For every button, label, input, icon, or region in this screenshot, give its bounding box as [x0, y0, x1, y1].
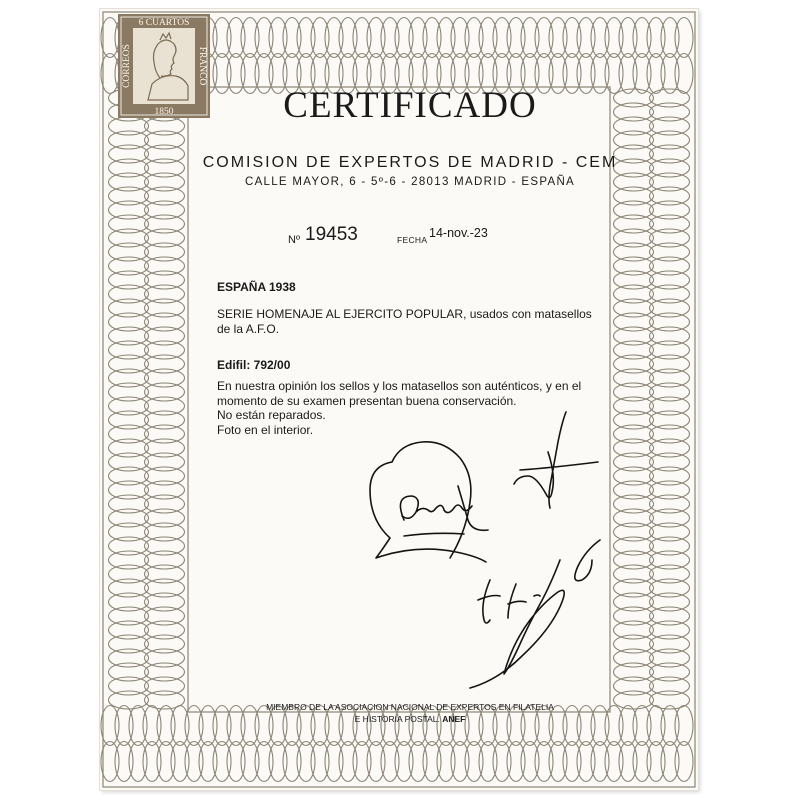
border-ornament [619, 742, 637, 782]
border-ornament [619, 706, 637, 746]
border-ornament [145, 131, 185, 149]
border-ornament [437, 742, 455, 782]
border-ornament [650, 355, 690, 373]
border-ornament [521, 18, 539, 58]
border-ornament [650, 649, 690, 667]
border-ornament [577, 742, 595, 782]
stamp-image [118, 14, 210, 118]
border-ornament [650, 593, 690, 611]
border-ornament [109, 187, 149, 205]
border-ornament [145, 187, 185, 205]
border-ornament [650, 159, 690, 177]
border-ornament [367, 742, 385, 782]
border-ornament [145, 159, 185, 177]
border-ornament [614, 509, 654, 527]
border-ornament [109, 355, 149, 373]
footer-line-2 [220, 713, 600, 725]
border-ornament [650, 327, 690, 345]
border-ornament [143, 742, 161, 782]
border-ornament [145, 663, 185, 681]
opinion-line: momento de su examen presentan buena conservación. [217, 393, 517, 408]
border-ornament [109, 607, 149, 625]
border-ornament [614, 285, 654, 303]
border-ornament [109, 621, 149, 639]
border-ornament [614, 89, 654, 107]
border-ornament [650, 229, 690, 247]
border-ornament [109, 425, 149, 443]
border-ornament [145, 537, 185, 555]
border-ornament [650, 495, 690, 513]
certificate-number: 19453 [305, 224, 358, 245]
border-ornament [563, 742, 581, 782]
border-ornament [650, 243, 690, 261]
border-ornament [614, 691, 654, 709]
border-ornament [650, 369, 690, 387]
border-ornament [650, 635, 690, 653]
border-ornament [109, 635, 149, 653]
border-ornament [507, 742, 525, 782]
border-ornament [129, 742, 147, 782]
border-ornament [661, 706, 679, 746]
border-ornament [451, 742, 469, 782]
border-ornament [647, 742, 665, 782]
border-ornament [353, 18, 371, 58]
border-ornament [145, 411, 185, 429]
border-ornament [143, 706, 161, 746]
border-ornament [493, 742, 511, 782]
border-ornament [145, 593, 185, 611]
border-ornament [145, 677, 185, 695]
border-ornament [145, 425, 185, 443]
border-ornament [145, 649, 185, 667]
border-ornament [614, 369, 654, 387]
border-ornament [650, 523, 690, 541]
border-ornament [109, 523, 149, 541]
border-ornament [109, 481, 149, 499]
border-ornament [145, 481, 185, 499]
border-ornament [614, 537, 654, 555]
border-ornament [115, 706, 133, 746]
border-ornament [145, 229, 185, 247]
border-ornament [145, 551, 185, 569]
border-ornament [614, 411, 654, 429]
border-ornament [650, 663, 690, 681]
border-ornament [614, 635, 654, 653]
border-ornament [437, 18, 455, 58]
footer-line-1: MIEMBRO DE LA ASOCIACION NACIONAL DE EXPERTOS EN FILATELIA [266, 702, 554, 712]
border-ornament [650, 397, 690, 415]
border-ornament [605, 18, 623, 58]
border-ornament [614, 383, 654, 401]
border-ornament [650, 481, 690, 499]
certificate-date: 14-nov.-23 [429, 226, 488, 240]
border-ornament [255, 18, 273, 58]
border-ornament [650, 677, 690, 695]
border-ornament [661, 18, 679, 58]
committee-name: COMISION DE EXPERTOS DE MADRID - CEM [202, 154, 618, 171]
border-ornament [605, 742, 623, 782]
border-ornament [650, 173, 690, 191]
border-ornament [381, 742, 399, 782]
border-ornament [650, 691, 690, 709]
border-ornament [109, 285, 149, 303]
border-ornament [109, 649, 149, 667]
border-ornament [591, 18, 609, 58]
border-ornament [129, 706, 147, 746]
border-ornament [650, 467, 690, 485]
border-ornament [381, 18, 399, 58]
border-ornament [241, 742, 259, 782]
border-ornament [101, 18, 119, 58]
border-ornament [109, 537, 149, 555]
border-ornament [213, 742, 231, 782]
border-ornament [109, 383, 149, 401]
footer-line-2-text: E HISTORIA POSTAL. [354, 714, 443, 724]
border-ornament [650, 131, 690, 149]
border-ornament [145, 299, 185, 317]
border-ornament [269, 742, 287, 782]
border-ornament [145, 495, 185, 513]
border-ornament [145, 285, 185, 303]
date-label: FECHA [397, 235, 428, 245]
border-ornament [614, 579, 654, 597]
border-ornament [614, 649, 654, 667]
border-ornament [614, 327, 654, 345]
border-ornament [145, 383, 185, 401]
border-ornament [614, 271, 654, 289]
border-ornament [213, 18, 231, 58]
border-ornament [109, 173, 149, 191]
border-ornament [549, 742, 567, 782]
border-ornament [650, 439, 690, 457]
border-ornament [109, 453, 149, 471]
border-ornament [619, 54, 637, 94]
border-ornament [145, 509, 185, 527]
border-ornament [145, 313, 185, 331]
border-ornament [241, 18, 259, 58]
border-ornament [109, 327, 149, 345]
border-ornament [283, 742, 301, 782]
border-ornament [109, 229, 149, 247]
stamp-left-text: CORREOS [122, 44, 132, 88]
border-ornament [109, 397, 149, 415]
stamp-bottom-text: 1850 [154, 107, 174, 117]
border-ornament [283, 18, 301, 58]
border-ornament [614, 243, 654, 261]
border-ornament [633, 18, 651, 58]
border-ornament [395, 18, 413, 58]
border-ornament [109, 677, 149, 695]
series-description: SERIE HOMENAJE AL EJERCITO POPULAR, usados con matasellos de la A.F.O. [217, 307, 592, 336]
border-ornament [650, 271, 690, 289]
border-ornament [650, 509, 690, 527]
border-ornament [109, 439, 149, 457]
border-ornament [633, 742, 651, 782]
border-ornament [109, 271, 149, 289]
border-ornament [650, 425, 690, 443]
border-ornament [339, 18, 357, 58]
edifil-catalog: Edifil: 792/00 [217, 358, 291, 372]
border-ornament [650, 257, 690, 275]
border-ornament [650, 565, 690, 583]
border-ornament [145, 439, 185, 457]
border-ornament [145, 271, 185, 289]
border-ornament [614, 607, 654, 625]
border-ornament [614, 215, 654, 233]
border-ornament [650, 103, 690, 121]
border-ornament [650, 607, 690, 625]
border-ornament [269, 18, 287, 58]
border-ornament [614, 117, 654, 135]
border-ornament [109, 579, 149, 597]
border-ornament [647, 54, 665, 94]
border-ornament [109, 551, 149, 569]
border-ornament [650, 117, 690, 135]
border-ornament [367, 18, 385, 58]
border-ornament [591, 742, 609, 782]
border-ornament [614, 593, 654, 611]
border-ornament [145, 201, 185, 219]
border-ornament [633, 706, 651, 746]
border-ornament [675, 18, 693, 58]
border-ornament [614, 229, 654, 247]
border-ornament [145, 145, 185, 163]
border-ornament [109, 215, 149, 233]
border-ornament [563, 18, 581, 58]
border-ornament [614, 257, 654, 275]
border-ornament [650, 537, 690, 555]
border-ornament [650, 145, 690, 163]
border-ornament [614, 341, 654, 359]
border-ornament [650, 579, 690, 597]
border-ornament [650, 453, 690, 471]
border-ornament [479, 18, 497, 58]
border-ornament [507, 18, 525, 58]
border-ornament [109, 691, 149, 709]
border-ornament [145, 607, 185, 625]
border-ornament [614, 397, 654, 415]
border-ornament [109, 565, 149, 583]
stamp-right-text: FRANCO [197, 46, 207, 86]
border-ornament [171, 706, 189, 746]
border-ornament [614, 565, 654, 583]
border-ornament [633, 54, 651, 94]
border-ornament [109, 369, 149, 387]
border-ornament [614, 621, 654, 639]
border-ornament [650, 551, 690, 569]
border-ornament [109, 159, 149, 177]
border-ornament [549, 18, 567, 58]
border-ornament [101, 706, 119, 746]
border-ornament [614, 299, 654, 317]
border-ornament [255, 742, 273, 782]
border-ornament [227, 18, 245, 58]
border-ornament [145, 565, 185, 583]
border-ornament [614, 313, 654, 331]
border-ornament [145, 453, 185, 471]
border-ornament [109, 411, 149, 429]
border-ornament [145, 523, 185, 541]
border-ornament [353, 742, 371, 782]
border-ornament [614, 131, 654, 149]
border-ornament [675, 742, 693, 782]
expert-opinion [217, 379, 607, 437]
border-ornament [109, 257, 149, 275]
border-ornament [109, 593, 149, 611]
border-ornament [325, 742, 343, 782]
border-ornament [109, 509, 149, 527]
border-ornament [145, 467, 185, 485]
border-ornament [614, 663, 654, 681]
border-ornament [101, 54, 119, 94]
border-ornament [157, 706, 175, 746]
border-ornament [619, 18, 637, 58]
border-ornament [145, 117, 185, 135]
border-ornament [109, 243, 149, 261]
border-ornament [614, 453, 654, 471]
border-ornament [423, 742, 441, 782]
border-ornament [409, 18, 427, 58]
border-ornament [647, 18, 665, 58]
border-ornament [614, 467, 654, 485]
border-ornament [145, 341, 185, 359]
border-ornament [614, 425, 654, 443]
border-ornament [109, 299, 149, 317]
border-ornament [145, 397, 185, 415]
border-ornament [650, 621, 690, 639]
border-ornament [614, 103, 654, 121]
border-ornament [577, 18, 595, 58]
border-ornament [145, 327, 185, 345]
border-ornament [465, 742, 483, 782]
border-ornament [109, 313, 149, 331]
border-ornament [145, 579, 185, 597]
border-ornament [535, 18, 553, 58]
opinion-line: Foto en el interior. [217, 422, 314, 437]
border-ornament [614, 551, 654, 569]
border-ornament [479, 742, 497, 782]
border-ornament [423, 18, 441, 58]
border-ornament [311, 742, 329, 782]
border-ornament [145, 243, 185, 261]
footer-anef: ANEF [442, 714, 466, 724]
border-ornament [145, 369, 185, 387]
border-ornament [451, 18, 469, 58]
border-ornament [614, 523, 654, 541]
border-ornament [109, 495, 149, 513]
border-ornament [650, 411, 690, 429]
border-ornament [650, 215, 690, 233]
border-ornament [145, 173, 185, 191]
border-ornament [661, 742, 679, 782]
membership-footer [220, 701, 600, 725]
border-ornament [614, 187, 654, 205]
border-ornament [650, 285, 690, 303]
border-ornament [650, 201, 690, 219]
border-ornament [227, 742, 245, 782]
border-ornament [650, 299, 690, 317]
border-ornament [614, 355, 654, 373]
border-ornament [101, 742, 119, 782]
border-ornament [521, 742, 539, 782]
border-ornament [185, 742, 203, 782]
border-ornament [675, 54, 693, 94]
border-ornament [650, 313, 690, 331]
border-ornament [661, 54, 679, 94]
border-ornament [614, 495, 654, 513]
border-ornament [339, 742, 357, 782]
border-ornament [650, 341, 690, 359]
opinion-line: En nuestra opinión los sellos y los matasellos son auténticos, y en el [217, 379, 582, 393]
border-ornament [650, 383, 690, 401]
border-ornament [115, 742, 133, 782]
border-ornament [614, 481, 654, 499]
border-ornament [297, 742, 315, 782]
border-ornament [650, 187, 690, 205]
border-ornament [650, 89, 690, 107]
border-ornament [145, 215, 185, 233]
border-ornament [395, 742, 413, 782]
border-ornament [109, 131, 149, 149]
border-ornament [297, 18, 315, 58]
border-ornament [145, 635, 185, 653]
border-ornament [675, 706, 693, 746]
border-ornament [199, 742, 217, 782]
border-ornament [109, 341, 149, 359]
border-ornament [109, 663, 149, 681]
border-ornament [109, 201, 149, 219]
border-ornament [465, 18, 483, 58]
opinion-line: No están reparados. [217, 408, 326, 422]
number-label: Nº [288, 234, 300, 246]
border-ornament [109, 467, 149, 485]
border-ornament [145, 257, 185, 275]
border-ornament [325, 18, 343, 58]
border-ornament [109, 117, 149, 135]
border-ornament [145, 355, 185, 373]
border-ornament [493, 18, 511, 58]
stamp-top-text: 6 CUARTOS [138, 18, 190, 28]
border-ornament [614, 201, 654, 219]
certificate-title: CERTIFICADO [283, 85, 537, 126]
country-year: ESPAÑA 1938 [217, 280, 296, 294]
border-ornament [409, 742, 427, 782]
border-ornament [614, 677, 654, 695]
border-ornament [535, 742, 553, 782]
border-ornament [157, 742, 175, 782]
border-ornament [171, 742, 189, 782]
committee-address: CALLE MAYOR, 6 - 5º-6 - 28013 MADRID - ESPAÑA [244, 176, 576, 188]
border-ornament [145, 621, 185, 639]
border-ornament [109, 145, 149, 163]
border-ornament [311, 18, 329, 58]
border-ornament [647, 706, 665, 746]
border-ornament [614, 439, 654, 457]
